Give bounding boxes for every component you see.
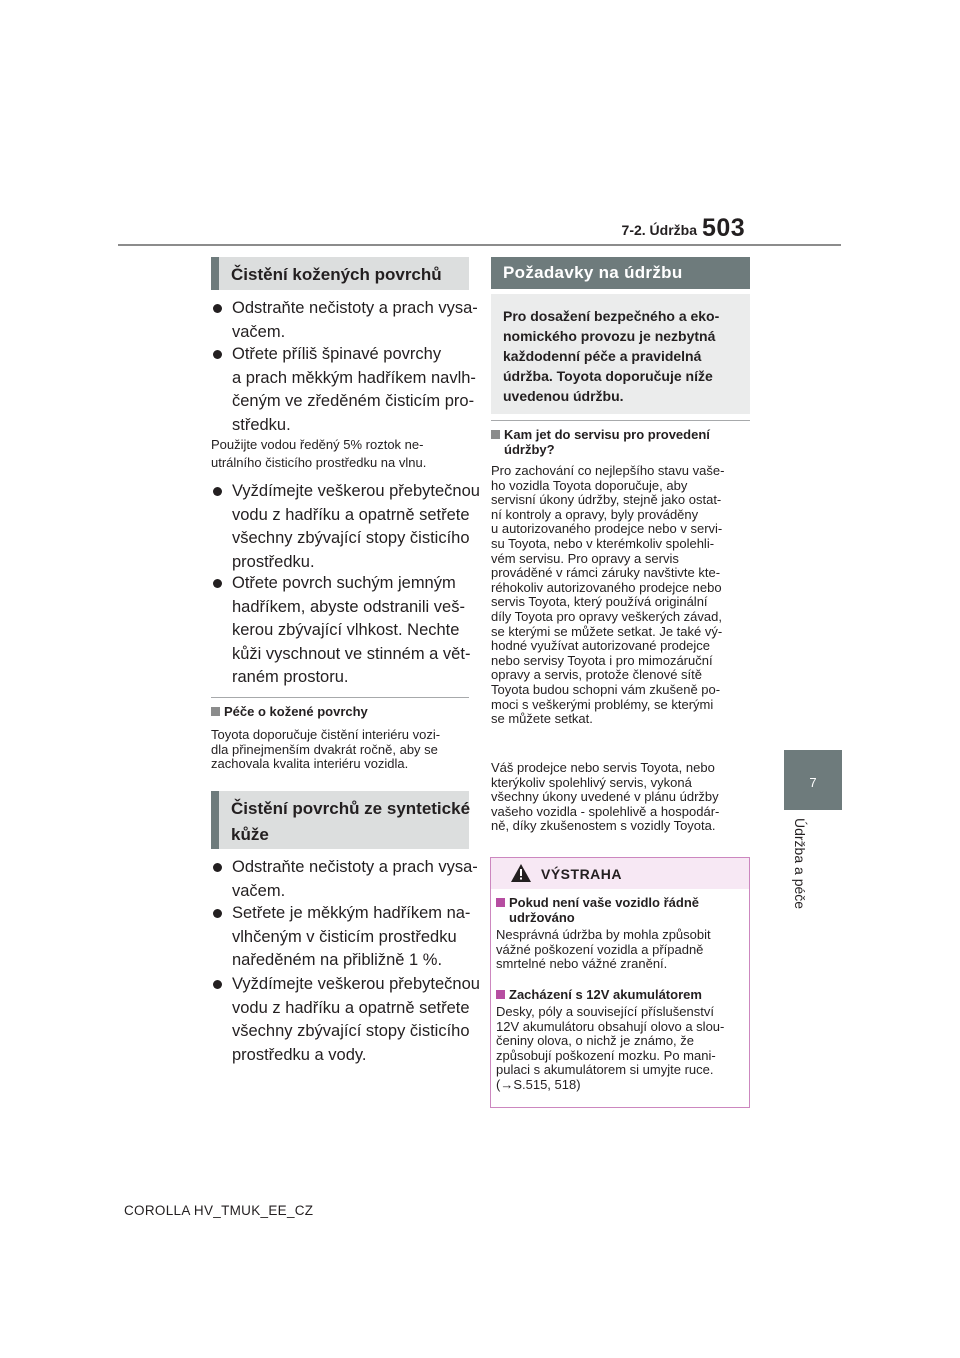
heading-synthetic: Čistění povrchů ze syntetické kůže: [211, 791, 469, 849]
service-question-heading: Kam jet do servisu pro provedení údržby?: [491, 428, 763, 457]
divider: [491, 420, 750, 421]
service-paragraph-1: Pro zachování co nejlepšího stavu vaše- ho vozidla Toyota doporučuje, aby servisní úkony údržby, stejně jako ostat- ní kontroly a opravy, byly prováděny u autorizovaného prodejce nebo v servi- su Toyota, nebo v kterémkoliv spolehli- vém servisu. Pro opravy a servis prováděné v rámci záruky navštivte kte- réhokoliv autorizovaného prodejce nebo servis Toyota, který používá originální díly Toyota pro opravy veškerých závad, se kterými se můžete setkat. Je také vý- hodné využívat autorizované prodejce nebo servisy Toyota i pro mimozáruční opravy a servis, protože členové sítě Toyota budou schopni vám zkušeně po- moci s veškerými problémy, se kterými se můžete setkat.: [491, 463, 725, 727]
chapter-tab: [784, 750, 842, 810]
care-text: Toyota doporučuje čistění interiéru vozi- dla přinejmenším dvakrát ročně, aby se zachovala kvalita interiéru vozidla.: [211, 727, 441, 772]
warning-text-maintenance: Nesprávná údržba by mohla způsobit vážné poškození vozidla a případně smrtelné nebo vážné zranění.: [496, 927, 711, 972]
warning-heading-battery: Zacházení s 12V akumulátorem: [496, 988, 754, 1003]
chapter-label: Údržba a péče: [792, 818, 808, 910]
warning-header: [491, 858, 749, 889]
intro-box: Pro dosažení bezpečného a eko- nomického provozu je nezbytná každodenní péče a pravidelná údržba. Toyota doporučuje níže uvedenou údržbu.: [491, 294, 750, 414]
service-paragraph-2: Váš prodejce nebo servis Toyota, nebo kterýkoliv spolehlivý servis, vykoná všechny úkony uvedené v plánu údržby vašeho vozidla - spolehlivě a hospodár- ně, díky zkušenostem s vozidly Toyota.: [491, 760, 720, 834]
bullet-wipe-dirty: Otřete příliš špinavé povrchy a prach měkkým hadříkem navlh- čeným ve zředěném čisticím pro- středku.: [211, 343, 490, 437]
header-rule: [118, 244, 841, 246]
page-number: 503: [702, 214, 746, 242]
care-heading: Péče o kožené povrchy: [211, 705, 482, 720]
divider: [211, 697, 469, 698]
warning-heading-maintenance: Pokud není vaše vozidlo řádně udržováno: [496, 896, 754, 925]
bullet-wring: Vyždímejte veškerou přebytečnou vodu z hadříku a opatrně setřete všechny zbývající stopy čisticího prostředku.: [211, 480, 490, 574]
bullet-vacuum-synthetic: Odstraňte nečistoty a prach vysa- vačem.: [211, 856, 490, 903]
chapter-number: 7: [809, 775, 817, 790]
bullet-dry: Otřete povrch suchým jemným hadříkem, abyste odstranili veš- kerou zbývající vlhkost. Nechte kůži vyschnout ve stinném a vět- raném prostoru.: [211, 572, 490, 690]
bullet-vacuum: Odstraňte nečistoty a prach vysa- vačem.: [211, 297, 490, 344]
warning-triangle-icon: [511, 864, 531, 882]
warning-box: [490, 857, 750, 1108]
heading-maintenance: Požadavky na údržbu: [491, 257, 750, 289]
heading-leather: Čistění kožených povrchů: [211, 257, 469, 290]
note-solution: Použijte vodou ředěný 5% roztok ne- utrálního čisticího prostředku na vlnu.: [211, 437, 427, 470]
warning-title: VÝSTRAHA: [541, 866, 623, 882]
bullet-wipe-synthetic: Setřete je měkkým hadříkem na- vlhčeným v čisticím prostředku naředěném na přibližně 1 %.: [211, 902, 490, 973]
warning-text-battery: Desky, póly a související příslušenství 12V akumulátoru obsahují olovo a slou- čeniny olova, o nichž je známo, že způsobují poškození mozku. Po mani- pulaci s akumulátorem si umyjte ruce. (→S.515, 518): [496, 1005, 741, 1093]
page-reference-link[interactable]: (→S.515, 518): [496, 1076, 581, 1092]
bullet-wring-synthetic: Vyždímejte veškerou přebytečnou vodu z hadříku a opatrně setřete všechny zbývající stopy čisticího prostředku a vody.: [211, 973, 490, 1067]
document-code: COROLLA HV_TMUK_EE_CZ: [124, 1203, 314, 1218]
